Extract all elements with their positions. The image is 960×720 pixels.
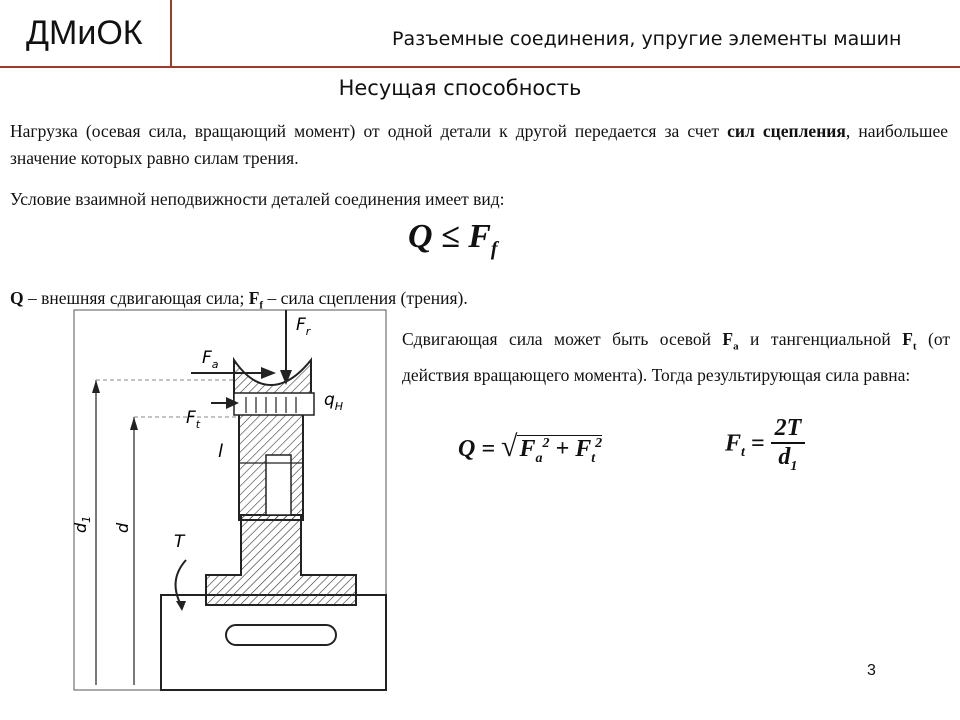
svg-text:d1: $d_1$ [71,515,93,533]
hub-section [206,515,356,605]
svg-text:Fa: $F_a$ [202,348,219,371]
header-divider-horizontal [0,66,960,68]
drawing-frame [74,310,386,690]
svg-text:T: T [174,532,185,552]
technical-drawing [56,305,396,695]
header-brand [0,0,170,66]
formula-resultant: $Q = √F_a^2 + F_t^2$ [458,430,603,466]
shaft-keyway [226,625,336,645]
paragraph-condition: Условие взаимной неподвижности деталей соединения имеет вид: [10,189,505,209]
svg-text:Ft: $F_t$ [186,408,201,431]
formula-tangential: $F_t$ = $\frac{2T}{d_1}$ [725,415,805,475]
paragraph-definitions: Q – внешняя сдвигающая сила; $F_f$ – сила сцепления (трения). [10,288,468,312]
svg-text:d: d [113,522,132,533]
paragraph-load-transfer: Нагрузка (осевая сила, вращающий момент) от одной детали к другой передается за счет сил сцепления, наибольшее значение которых равно силам трения. [10,121,948,168]
svg-text:Fr: $F_r$ [296,315,311,338]
svg-text:l: l [218,441,224,462]
paragraph-shear-force: Сдвигающая сила может быть осевой $F_a$ и тангенциальной $F_t$ (от действия вращающего момента). Тогда результирующая сила равна: [402,329,950,385]
page-number: 3 [867,662,876,679]
svg-text:qH: $q_H$ [324,390,344,413]
web-hole [266,455,291,515]
header-title: Разъемные соединения, упругие элементы машин [392,28,902,50]
brand-label: ДМиОК [26,14,143,52]
shaft [161,595,386,690]
header-divider-vertical [170,0,172,68]
slide-heading: Несущая способность [338,76,582,100]
torque-arrow [176,560,186,605]
formula-condition: $Q \le F_f$ [408,218,498,260]
bold-term: сил сцепления [727,121,846,141]
